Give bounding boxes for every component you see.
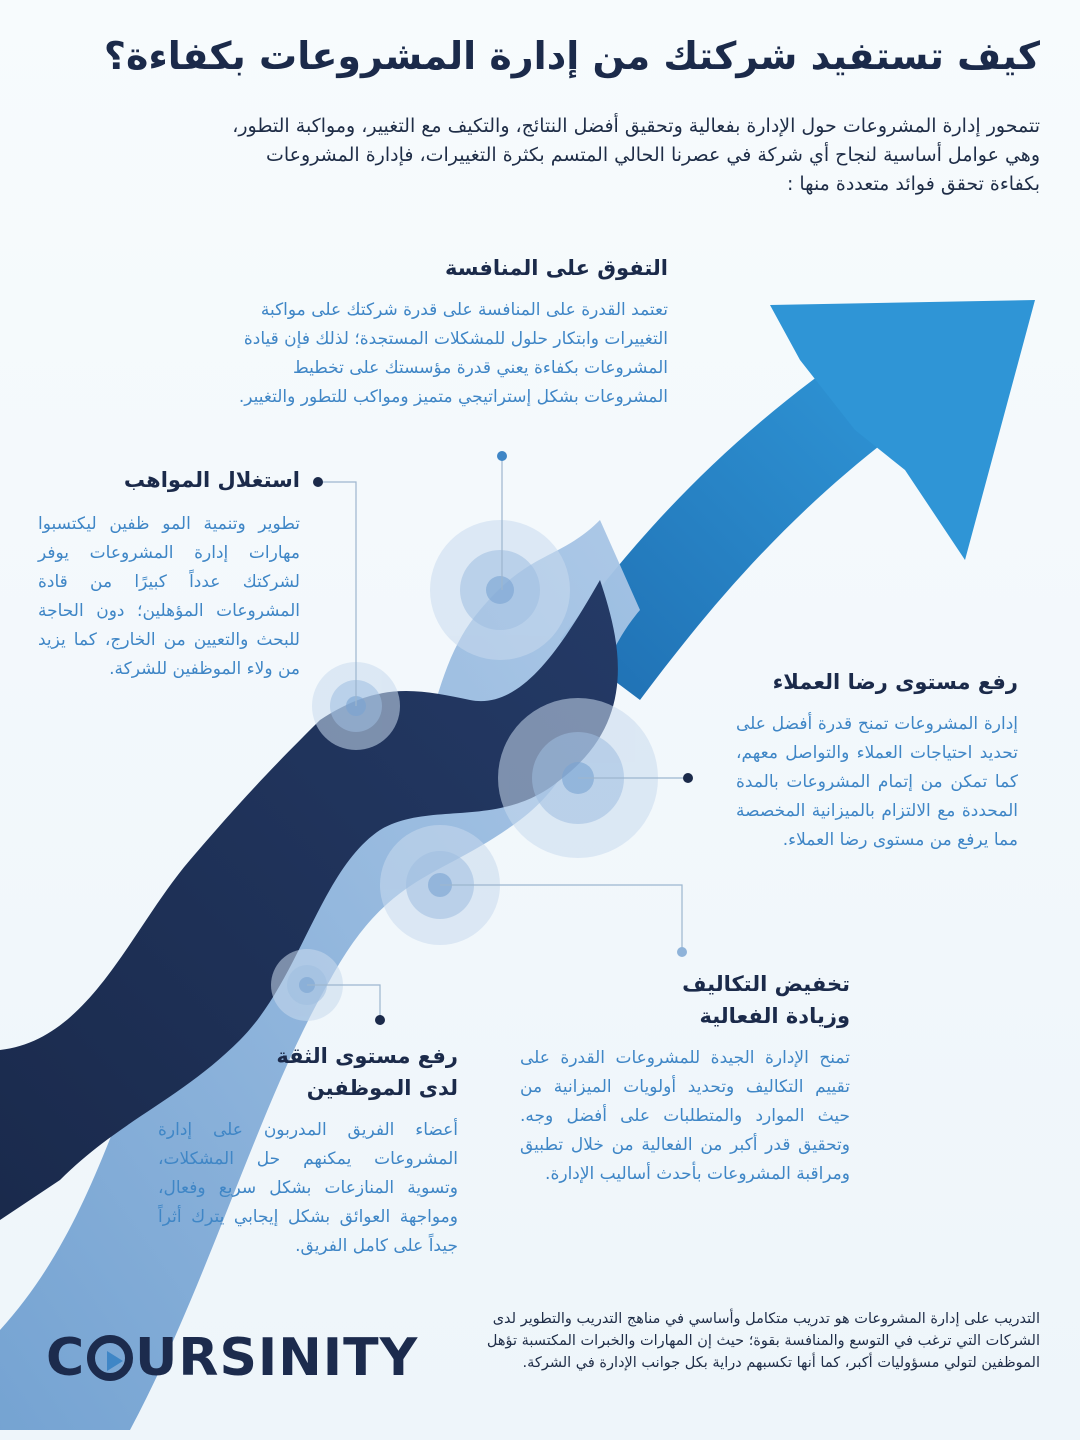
section-customer-satisfaction (736, 666, 1018, 855)
logo-text-start: C (46, 1328, 86, 1388)
page-title: كيف تستفيد شركتك من إدارة المشروعات بكفاءة؟ (103, 34, 1040, 78)
section-title-line1: رفع مستوى الثقة (276, 1044, 458, 1068)
section-body: تعتمد القدرة على المنافسة على قدرة شركتك على مواكبة التغييرات وابتكار حلول للمشكلات المستجدة؛ لذلك فإن قيادة المشروعات بكفاءة يعني قدرة مؤسستك على تخطيط المشروعات بشكل إستراتيجي متميز ومواكب للتطور والتغيير. (238, 300, 668, 407)
dot-talent (313, 477, 323, 487)
section-title: رفع مستوى رضا العملاء (772, 670, 1018, 694)
section-title-line2: لدى الموظفين (306, 1076, 458, 1100)
dot-trust (375, 1015, 385, 1025)
section-title: التفوق على المنافسة (445, 256, 668, 280)
section-cost-reduction (520, 968, 850, 1189)
section-competition (208, 252, 668, 412)
section-body: تمنح الإدارة الجيدة للمشروعات القدرة على تقييم التكاليف وتحديد أولويات الميزانية من حيث الموارد والمتطلبات على أفضل وجه. وتحقيق قدر أكبر من الفعالية من خلال تطبيق ومراقبة المشروعات بأحدث أساليب الإدارة. (520, 1048, 850, 1184)
section-title: استغلال المواهب (123, 468, 300, 492)
intro-paragraph: تتمحور إدارة المشروعات حول الإدارة بفعالية وتحقيق أفضل النتائج، والتكيف مع التغيير، ومواكبة التطور، وهي عوامل أساسية لنجاح أي شركة في عصرنا الحالي المتسم بكثرة التغييرات، فإدارة المشروعات بكفاءة تحقق فوائد متعددة منها : (232, 115, 1040, 195)
section-title-line1: تخفيض التكاليف (682, 972, 850, 996)
section-employee-trust (158, 1040, 458, 1261)
play-circle-icon (87, 1335, 133, 1381)
coursinity-logo (46, 1328, 418, 1388)
dot-competition (497, 451, 507, 461)
section-body: إدارة المشروعات تمنح قدرة أفضل على تحديد احتياجات العملاء والتواصل معهم، كما تمكن من إتمام المشروعات بالمدة المحددة مع الالتزام بالميزانية المخصصة مما يرفع من مستوى رضا العملاء. (736, 714, 1018, 850)
logo-text-end: URSINITY (135, 1328, 419, 1388)
footer-paragraph: التدريب على إدارة المشروعات هو تدريب متكامل وأساسي في مناهج التدريب والتطوير لدى الشركات التي ترغب في التوسع والمنافسة بقوة؛ حيث إن المهارات والخبرات المكتسبة تؤهل الموظفين لتولي مسؤوليات أكبر، كما أنها تكسبهم دراية بكل جوانب الإدارة في الشركة. (486, 1311, 1040, 1371)
section-talent (38, 464, 300, 684)
section-body: أعضاء الفريق المدربون على إدارة المشروعات يمكنهم حل المشكلات، وتسوية المنازعات بشكل سريع وفعال، ومواجهة العوائق بشكل إيجابي يترك أثراً جيداً على كامل الفريق. (158, 1120, 458, 1256)
section-title-line2: وزيادة الفعالية (699, 1004, 850, 1028)
dot-costs (677, 947, 687, 957)
section-body: تطوير وتنمية المو ظفين ليكتسبوا مهارات إدارة المشروعات يوفر لشركتك عدداً كبيرًا من قادة المشروعات المؤهلين؛ دون الحاجة للبحث والتعيين من الخارج، كما يزيد من ولاء الموظفين للشركة. (38, 514, 300, 679)
dot-satisfaction (683, 773, 693, 783)
